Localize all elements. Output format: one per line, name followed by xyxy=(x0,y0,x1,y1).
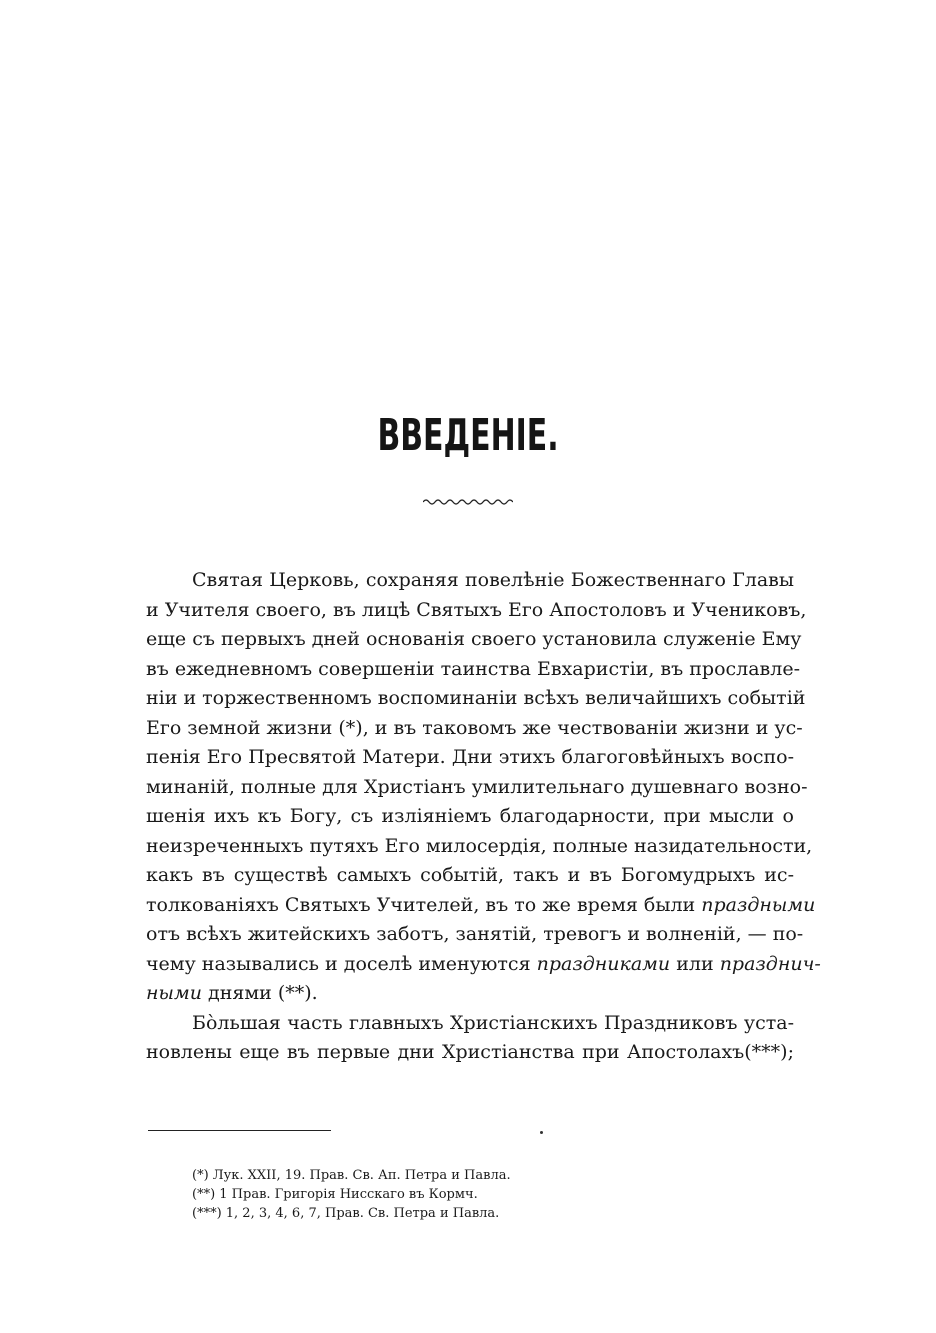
text-segment: чему назывались и доселѣ именуются xyxy=(146,952,531,975)
text-line: въ ежедневномъ совершеніи таинства Евхаристіи, въ прославле- xyxy=(146,657,800,680)
footnote-separator xyxy=(148,1130,331,1131)
italic-word: ными xyxy=(146,982,202,1004)
italic-word: празднич- xyxy=(719,952,821,975)
text-line: еще съ первыхъ дней основанія своего установила служеніе Ему xyxy=(146,628,802,650)
text-line: Его земной жизни (*), и въ таковомъ же чествованіи жизни и ус- xyxy=(146,716,803,739)
text-line xyxy=(146,891,816,921)
text-line: отъ всѣхъ житейскихъ заботъ, занятій, тревогъ и волненій, — по- xyxy=(146,923,804,945)
italic-word: праздными xyxy=(701,893,816,916)
text-segment: или xyxy=(676,952,714,975)
text-line: какъ въ существѣ самыхъ событій, такъ и въ Богомудрыхъ ис- xyxy=(146,864,794,886)
main-text xyxy=(146,566,821,1068)
footnote: (**) 1 Прав. Григорія Нисскаго въ Кормч. xyxy=(192,1187,478,1202)
text-line: новлены еще въ первые дни Христіанства при Апостолахъ(***); xyxy=(146,1041,794,1063)
text-line: пенія Его Пресвятой Матери. Дни этихъ благоговѣйныхъ воспо- xyxy=(146,746,794,768)
text-segment: днями (**). xyxy=(208,982,318,1004)
text-segment: толкованіяхъ Святыхъ Учителей, въ то же время были xyxy=(146,893,696,916)
text-line: шенія ихъ къ Богу, съ изліяніемъ благодарности, при мысли о xyxy=(146,805,794,827)
print-speck xyxy=(540,1131,543,1134)
text-line xyxy=(146,950,821,980)
text-line: неизреченныхъ путяхъ Его милосердія, полные назидательности, xyxy=(146,834,813,857)
text-line: и Учителя своего, въ лицѣ Святыхъ Его Апостоловъ и Учениковъ, xyxy=(146,598,807,621)
decorative-wave-icon xyxy=(423,496,513,506)
chapter-title: ВВЕДЕНІЕ. xyxy=(377,410,559,461)
text-line: Бо̀льшая часть главныхъ Христіанскихъ Праздниковъ уста- xyxy=(192,1011,794,1034)
text-line: минаній, полные для Христіанъ умилительнаго душевнаго возно- xyxy=(146,775,808,798)
text-line xyxy=(146,979,794,1009)
footnote: (***) 1, 2, 3, 4, 6, 7, Прав. Св. Петра и Павла. xyxy=(192,1206,500,1221)
italic-word: праздниками xyxy=(536,952,671,975)
footnote: (*) Лук. XXII, 19. Прав. Св. Ап. Петра и Павла. xyxy=(192,1168,511,1183)
text-line: Святая Церковь, сохраняя повелѣніе Божественнаго Главы xyxy=(192,569,794,591)
text-line: ніи и торжественномъ воспоминаніи всѣхъ величайшихъ событій xyxy=(146,687,806,709)
footnotes xyxy=(192,1166,752,1223)
